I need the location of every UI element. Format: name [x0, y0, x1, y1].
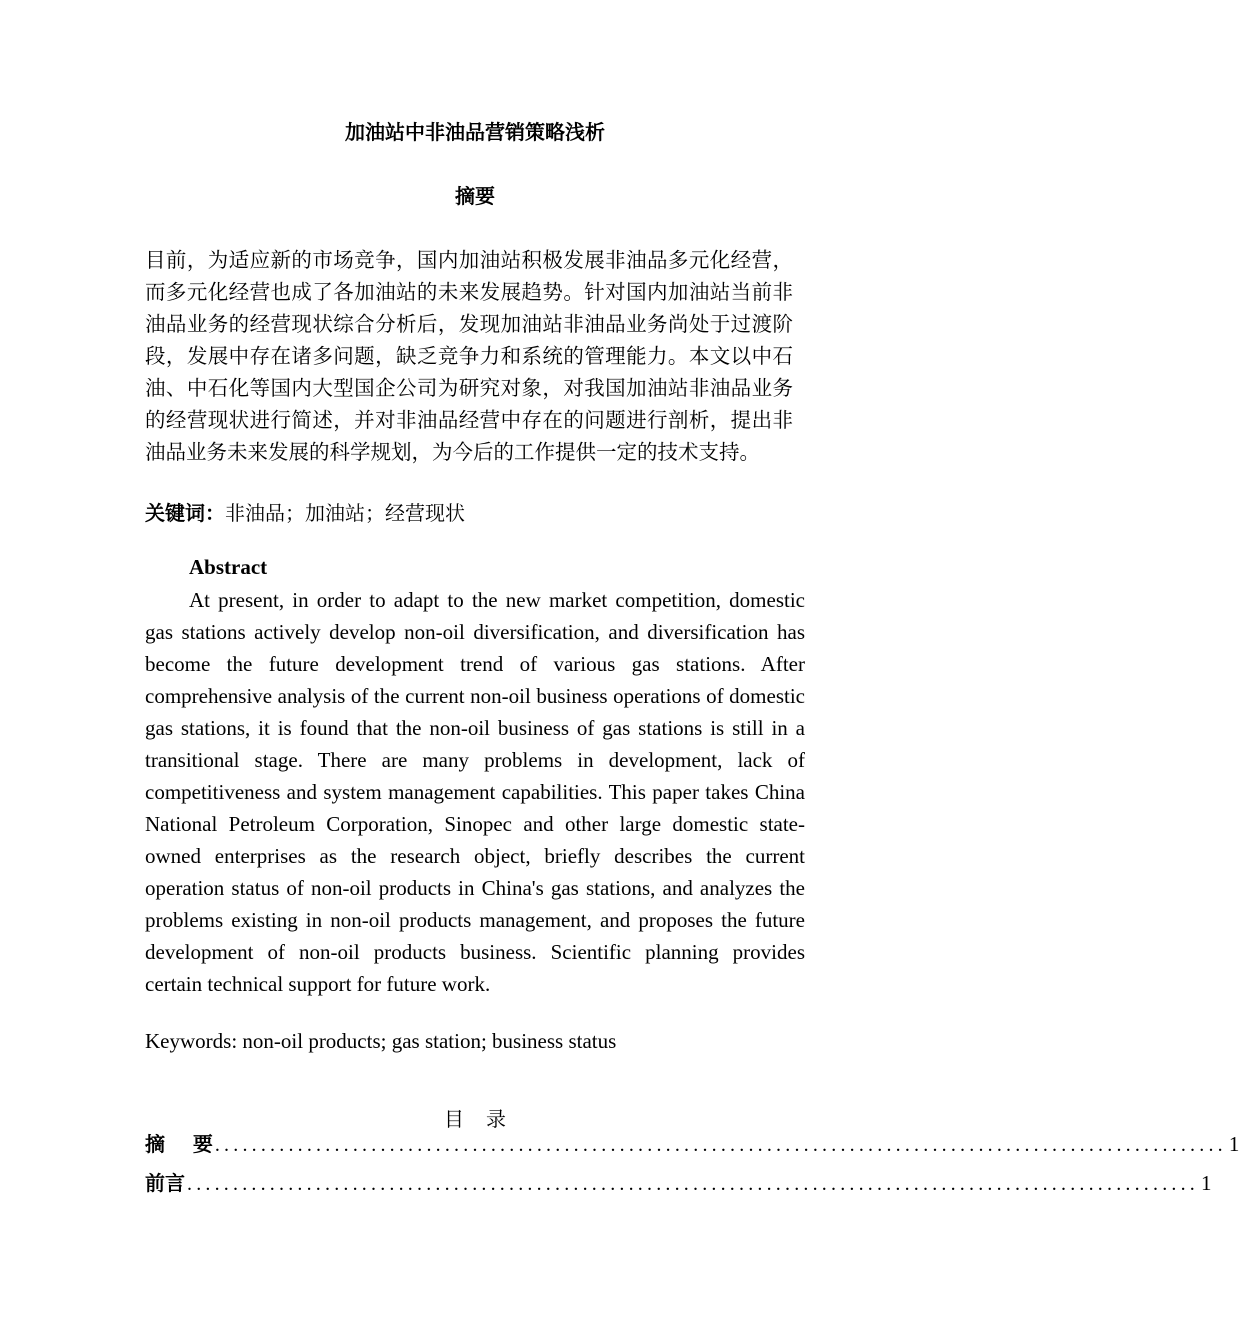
- toc-leader-dots: ..............................................................................................................: [214, 1134, 1227, 1156]
- keywords-value-cn: 非油品；加油站；经营现状: [225, 501, 465, 525]
- toc-entry-page: 1: [1201, 1171, 1212, 1195]
- abstract-heading-en: Abstract: [189, 555, 268, 579]
- keywords-en: Keywords: non-oil products; gas station; business status: [145, 1029, 617, 1053]
- toc-entry-label: 摘 要: [145, 1132, 213, 1156]
- document-title: 加油站中非油品营销策略浅析: [345, 120, 605, 144]
- abstract-body-cn: 目前，为适应新的市场竞争，国内加油站积极发展非油品多元化经营，而多元化经营也成了各加油站的未来发展趋势。针对国内加油站当前非油品业务的经营现状综合分析后，发现加油站非油品业务尚处于过渡阶段，发展中存在诸多问题，缺乏竞争力和系统的管理能力。本文以中石油、中石化等国内大型国企公司为研究对象，对我国加油站非油品业务的经营现状进行简述，并对非油品经营中存在的问题进行剖析，提出非油品业务未来发展的科学规划，为今后的工作提供一定的技术支持。: [145, 248, 793, 464]
- toc-leader-dots: ..............................................................................................................: [187, 1173, 1199, 1195]
- keywords-label-cn: 关键词：: [145, 501, 225, 525]
- abstract-body-en: At present, in order to adapt to the new market competition, domestic gas stations actively develop non-oil diversification, and diversification has become the future development trend of various gas stations. After comprehensive analysis of the current non-oil business operations of domestic gas stations, it is found that the non-oil business of gas stations is still in a transitional stage. There are many problems in development, lack of competitiveness and system management capabilities. This paper takes China National Petroleum Corporation, Sinopec and other large domestic state-owned enterprises as the research object, briefly describes the current operation status of non-oil products in China's gas stations, and analyzes the problems existing in non-oil products management, and proposes the future development of non-oil products business. Scientific planning provides certain technical support for future work.: [145, 588, 805, 996]
- abstract-heading-cn: 摘要: [455, 184, 495, 208]
- toc-title: 目录: [444, 1107, 528, 1131]
- toc-entry[interactable]: [145, 1129, 1239, 1160]
- keywords-cn: [145, 497, 805, 529]
- toc-entry-label: 前言: [145, 1171, 185, 1195]
- toc-entry[interactable]: [145, 1168, 1212, 1199]
- toc-entry-page: 1: [1228, 1132, 1239, 1156]
